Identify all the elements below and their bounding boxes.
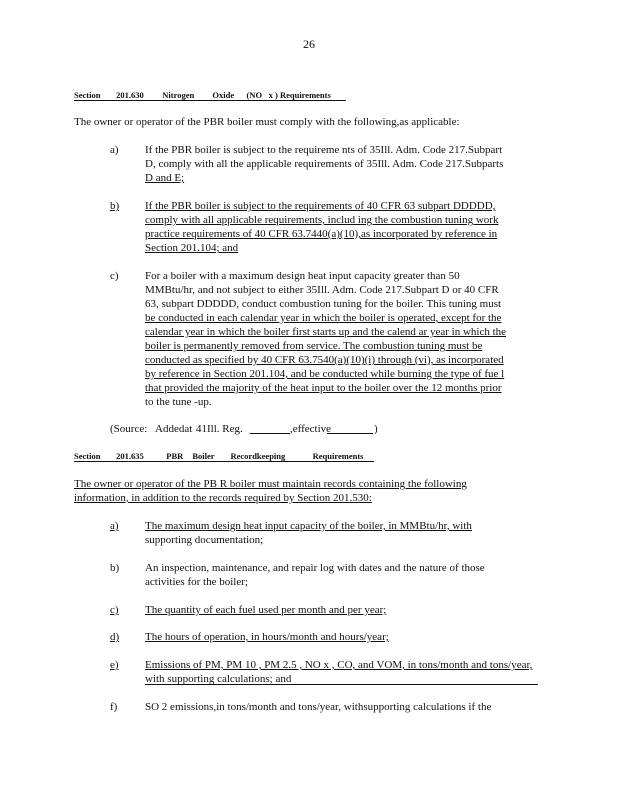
item-text-line: The quantity of each fuel used per month and per year; <box>145 604 387 616</box>
section-code: 201.630 <box>116 90 144 100</box>
section-title-word: PBR <box>166 451 184 461</box>
source-close: ) <box>374 423 378 435</box>
item-label: d) <box>110 631 120 643</box>
item-text-line: that provided the majority of the heat input to the boiler over the 12 months prior <box>145 382 502 394</box>
section-630-heading <box>74 90 346 101</box>
item-text-line: D and E; <box>145 172 185 184</box>
item-label: c) <box>110 604 119 616</box>
item-label: a) <box>110 520 119 532</box>
source-prefix: (Source: <box>110 423 148 435</box>
item-text-line: The hours of operation, in hours/month and hours/year; <box>145 631 389 643</box>
item-text-line: be conducted in each calendar year in which the boiler is operated, except for the <box>145 312 502 324</box>
section-code: 201.635 <box>116 451 144 461</box>
section-630-intro: The owner or operator of the PBR boiler must comply with the following,as applicable: <box>74 116 460 128</box>
item-text-line: SO 2 emissions,in tons/month and tons/year, withsupporting calculations if the <box>145 701 492 713</box>
item-text-line: supporting documentation; <box>145 534 264 546</box>
item-text-line: conducted as specified by 40 CFR 63.7540(a)(10)(i) through (vi), as incorporated <box>145 354 504 366</box>
item-text-line: Section 201.104; and <box>145 242 239 254</box>
section-title-word: Requirements <box>312 451 364 461</box>
blank-reg-field <box>250 433 290 434</box>
section-title-word: Recordkeeping <box>230 451 286 461</box>
item-text-line: calendar year in which the boiler first starts up and the calend ar year in which the <box>145 326 507 338</box>
section-title-word: Boiler <box>192 451 215 461</box>
source-effective: ,effective <box>290 423 332 435</box>
item-text-line: Emissions of PM, PM 10 , PM 2.5 , NO x , CO, and VOM, in tons/month and tons/year, <box>145 659 533 671</box>
item-text-line: practice requirements of 40 CFR 63.7440(a)(10),as incorporated by reference in <box>145 228 498 240</box>
section-title-word: Oxide <box>212 90 235 100</box>
item-text-line: 63, subpart DDDDD, conduct combustion tuning for the boiler. This tuning must <box>145 298 502 310</box>
item-label: b) <box>110 200 120 212</box>
section-635-heading <box>74 451 374 462</box>
section-635-intro-line: The owner or operator of the PB R boiler must maintain records containing the following <box>74 478 467 490</box>
blank-effective-field <box>327 433 373 434</box>
item-text-line: For a boiler with a maximum design heat input capacity greater than 50 <box>145 270 460 282</box>
item-label: c) <box>110 270 119 282</box>
source-added: Addedat <box>155 423 193 435</box>
section-635-intro-line: information, in addition to the records required by Section 201.530: <box>74 492 372 504</box>
item-text-line: If the PBR boiler is subject to the requireme nts of 35Ill. Adm. Code 217.Subpart <box>145 144 503 156</box>
item-label: e) <box>110 659 119 671</box>
item-text-line: D, comply with all the applicable requirements of 35Ill. Adm. Code 217.Subparts <box>145 158 504 170</box>
section-label: Section <box>74 451 101 461</box>
item-text-line: If the PBR boiler is subject to the requirements of 40 CFR 63 subpart DDDDD, <box>145 200 496 212</box>
item-text-line: An inspection, maintenance, and repair log with dates and the nature of those <box>145 562 485 574</box>
source-reg: 41Ill. Reg. <box>196 423 243 435</box>
item-text-line: comply with all applicable requirements, includ ing the combustion tuning work <box>145 214 499 226</box>
section-title-word: Nitrogen <box>162 90 195 100</box>
section-title-word: (NO <box>246 90 263 100</box>
item-label: f) <box>110 701 118 713</box>
item-text-line: with supporting calculations; and <box>145 673 292 685</box>
item-text-line: boiler is permanently removed from service. The combustion tuning must be <box>145 340 483 352</box>
item-text-line: by reference in Section 201.104, and be conducted while burning the type of fue l <box>145 368 505 380</box>
item-label: a) <box>110 144 119 156</box>
item-text-line: to the tune -up. <box>145 396 212 408</box>
section-label: Section <box>74 90 101 100</box>
underline-rule <box>145 684 538 685</box>
item-text-line: activities for the boiler; <box>145 576 248 588</box>
item-text-line: The maximum design heat input capacity of the boiler, in MMBtu/hr, with <box>145 520 472 532</box>
item-label: b) <box>110 562 120 574</box>
item-text-line: MMBtu/hr, and not subject to either 35Ill. Adm. Code 217.Subpart D or 40 CFR <box>145 284 499 296</box>
page-number: 26 <box>303 37 315 51</box>
section-title-word: x ) Requirements <box>268 90 331 100</box>
